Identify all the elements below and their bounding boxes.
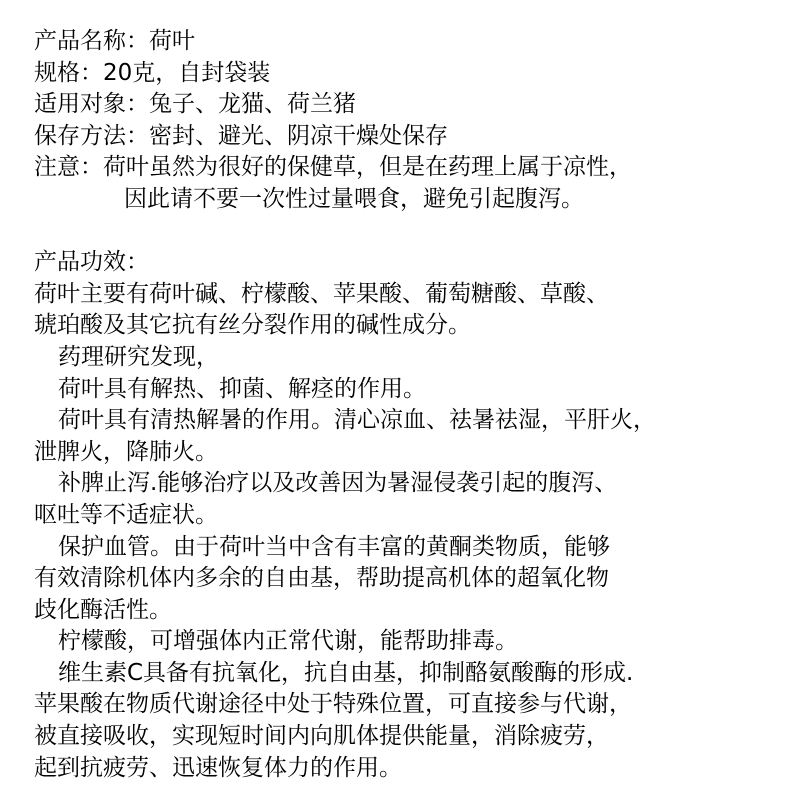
product-note-line-2: 因此请不要一次性过量喂食，避免引起腹泻。 [124,185,584,212]
product-name-line: 产品名称：荷叶 [34,28,195,54]
efficacy-line: 保护血管。由于荷叶当中含有丰富的黄酮类物质，能够 [58,533,610,560]
product-note-line-1: 注意：荷叶虽然为很好的保健草，但是在药理上属于凉性， [34,154,632,181]
efficacy-line: 苹果酸在物质代谢途径中处于特殊位置，可直接参与代谢， [34,691,632,718]
product-storage-line: 保存方法：密封、避光、阴凉干燥处保存 [34,122,448,149]
efficacy-heading: 产品功效： [34,249,149,276]
efficacy-line: 呕吐等不适症状。 [34,501,218,528]
efficacy-line: 荷叶主要有荷叶碱、柠檬酸、苹果酸、葡萄糖酸、草酸、 [34,280,609,307]
efficacy-line: 维生素C具备有抗氧化，抗自由基，抑制酪氨酸酶的形成. [58,659,634,686]
efficacy-line: 柠檬酸，可增强体内正常代谢，能帮助排毒。 [58,628,518,655]
efficacy-line: 歧化酶活性。 [34,596,172,623]
efficacy-line: 药理研究发现， [58,343,219,370]
efficacy-line: 荷叶具有清热解暑的作用。清心凉血、祛暑祛湿，平肝火， [58,407,656,434]
section-spacer [34,216,800,248]
efficacy-line: 泄脾火，降肺火。 [34,438,218,465]
efficacy-line: 荷叶具有解热、抑菌、解痉的作用。 [58,375,426,402]
efficacy-line: 被直接吸收，实现短时间内向肌体提供能量，消除疲劳， [34,723,609,750]
efficacy-line: 起到抗疲劳、迅速恢复体力的作用。 [34,754,402,781]
product-target-line: 适用对象：兔子、龙猫、荷兰猪 [34,91,356,118]
efficacy-line: 琥珀酸及其它抗有丝分裂作用的碱性成分。 [34,312,471,339]
efficacy-line: 有效清除机体内多余的自由基，帮助提高机体的超氧化物 [34,565,609,592]
efficacy-line: 补脾止泻.能够治疗以及改善因为暑湿侵袭引起的腹泻、 [58,470,618,497]
product-spec-line: 规格：20克，自封袋装 [34,59,271,86]
